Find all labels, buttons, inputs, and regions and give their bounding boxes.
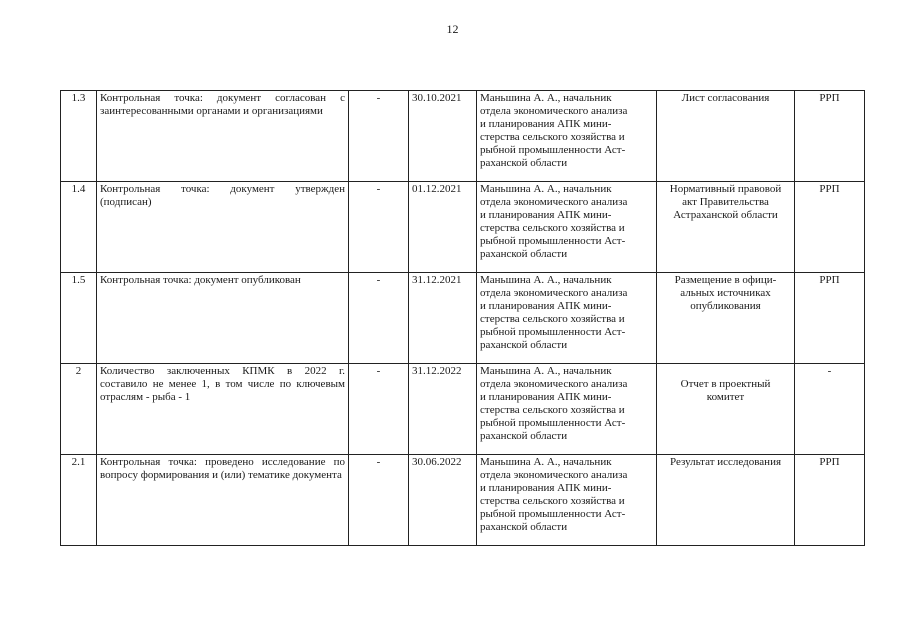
row-dash: - xyxy=(349,182,409,273)
row-date: 31.12.2022 xyxy=(409,364,477,455)
row-date: 31.12.2021 xyxy=(409,273,477,364)
row-system: РРП xyxy=(795,273,865,364)
row-responsible: Маньшина А. А., начальник отдела экономического анализа и планирования АПК мини- стерства сельского хозяйства и рыбной промышленности Аст- раханской области xyxy=(477,273,657,364)
row-document-cell xyxy=(657,364,795,455)
row-description: Контрольная точка: документ опубликован xyxy=(97,273,349,364)
plan-table xyxy=(60,90,865,546)
row-document: Лист согласования xyxy=(657,91,795,182)
row-document: Результат исследования xyxy=(657,455,795,546)
row-description: Количество заключенных КПМК в 2022 г. составило не менее 1, в том числе по ключевым отраслям - рыба - 1 xyxy=(97,364,349,455)
row-date: 30.06.2022 xyxy=(409,455,477,546)
page-number: 12 xyxy=(446,22,459,36)
table-row xyxy=(61,91,865,182)
row-number: 2.1 xyxy=(61,455,97,546)
row-dash: - xyxy=(349,273,409,364)
row-document: Размещение в офици- альных источниках опубликования xyxy=(657,273,795,364)
row-responsible: Маньшина А. А., начальник отдела экономического анализа и планирования АПК мини- стерства сельского хозяйства и рыбной промышленности Аст- раханской области xyxy=(477,91,657,182)
row-number: 2 xyxy=(61,364,97,455)
row-dash: - xyxy=(349,455,409,546)
table-row xyxy=(61,455,865,546)
row-responsible: Маньшина А. А., начальник отдела экономического анализа и планирования АПК мини- стерства сельского хозяйства и рыбной промышленности Аст- раханской области xyxy=(477,364,657,455)
row-number: 1.4 xyxy=(61,182,97,273)
row-number: 1.3 xyxy=(61,91,97,182)
row-number: 1.5 xyxy=(61,273,97,364)
row-dash: - xyxy=(349,91,409,182)
row-date: 30.10.2021 xyxy=(409,91,477,182)
row-responsible: Маньшина А. А., начальник отдела экономического анализа и планирования АПК мини- стерства сельского хозяйства и рыбной промышленности Аст- раханской области xyxy=(477,182,657,273)
row-document: Отчет в проектный комитет xyxy=(680,378,771,403)
row-system: РРП xyxy=(795,91,865,182)
row-document: Нормативный правовой акт Правительства Астраханской области xyxy=(657,182,795,273)
row-system: РРП xyxy=(795,182,865,273)
table-row xyxy=(61,364,865,455)
row-description: Контрольная точка: документ согласован с заинтересованными органами и организациями xyxy=(97,91,349,182)
row-description: Контрольная точка: документ утвержден (подписан) xyxy=(97,182,349,273)
row-system: РРП xyxy=(795,455,865,546)
table-row xyxy=(61,182,865,273)
row-responsible: Маньшина А. А., начальник отдела экономического анализа и планирования АПК мини- стерства сельского хозяйства и рыбной промышленности Аст- раханской области xyxy=(477,455,657,546)
row-description: Контрольная точка: проведено исследование по вопросу формирования и (или) тематике документа xyxy=(97,455,349,546)
row-date: 01.12.2021 xyxy=(409,182,477,273)
table-row xyxy=(61,273,865,364)
row-system: - xyxy=(795,364,865,455)
row-dash: - xyxy=(349,364,409,455)
